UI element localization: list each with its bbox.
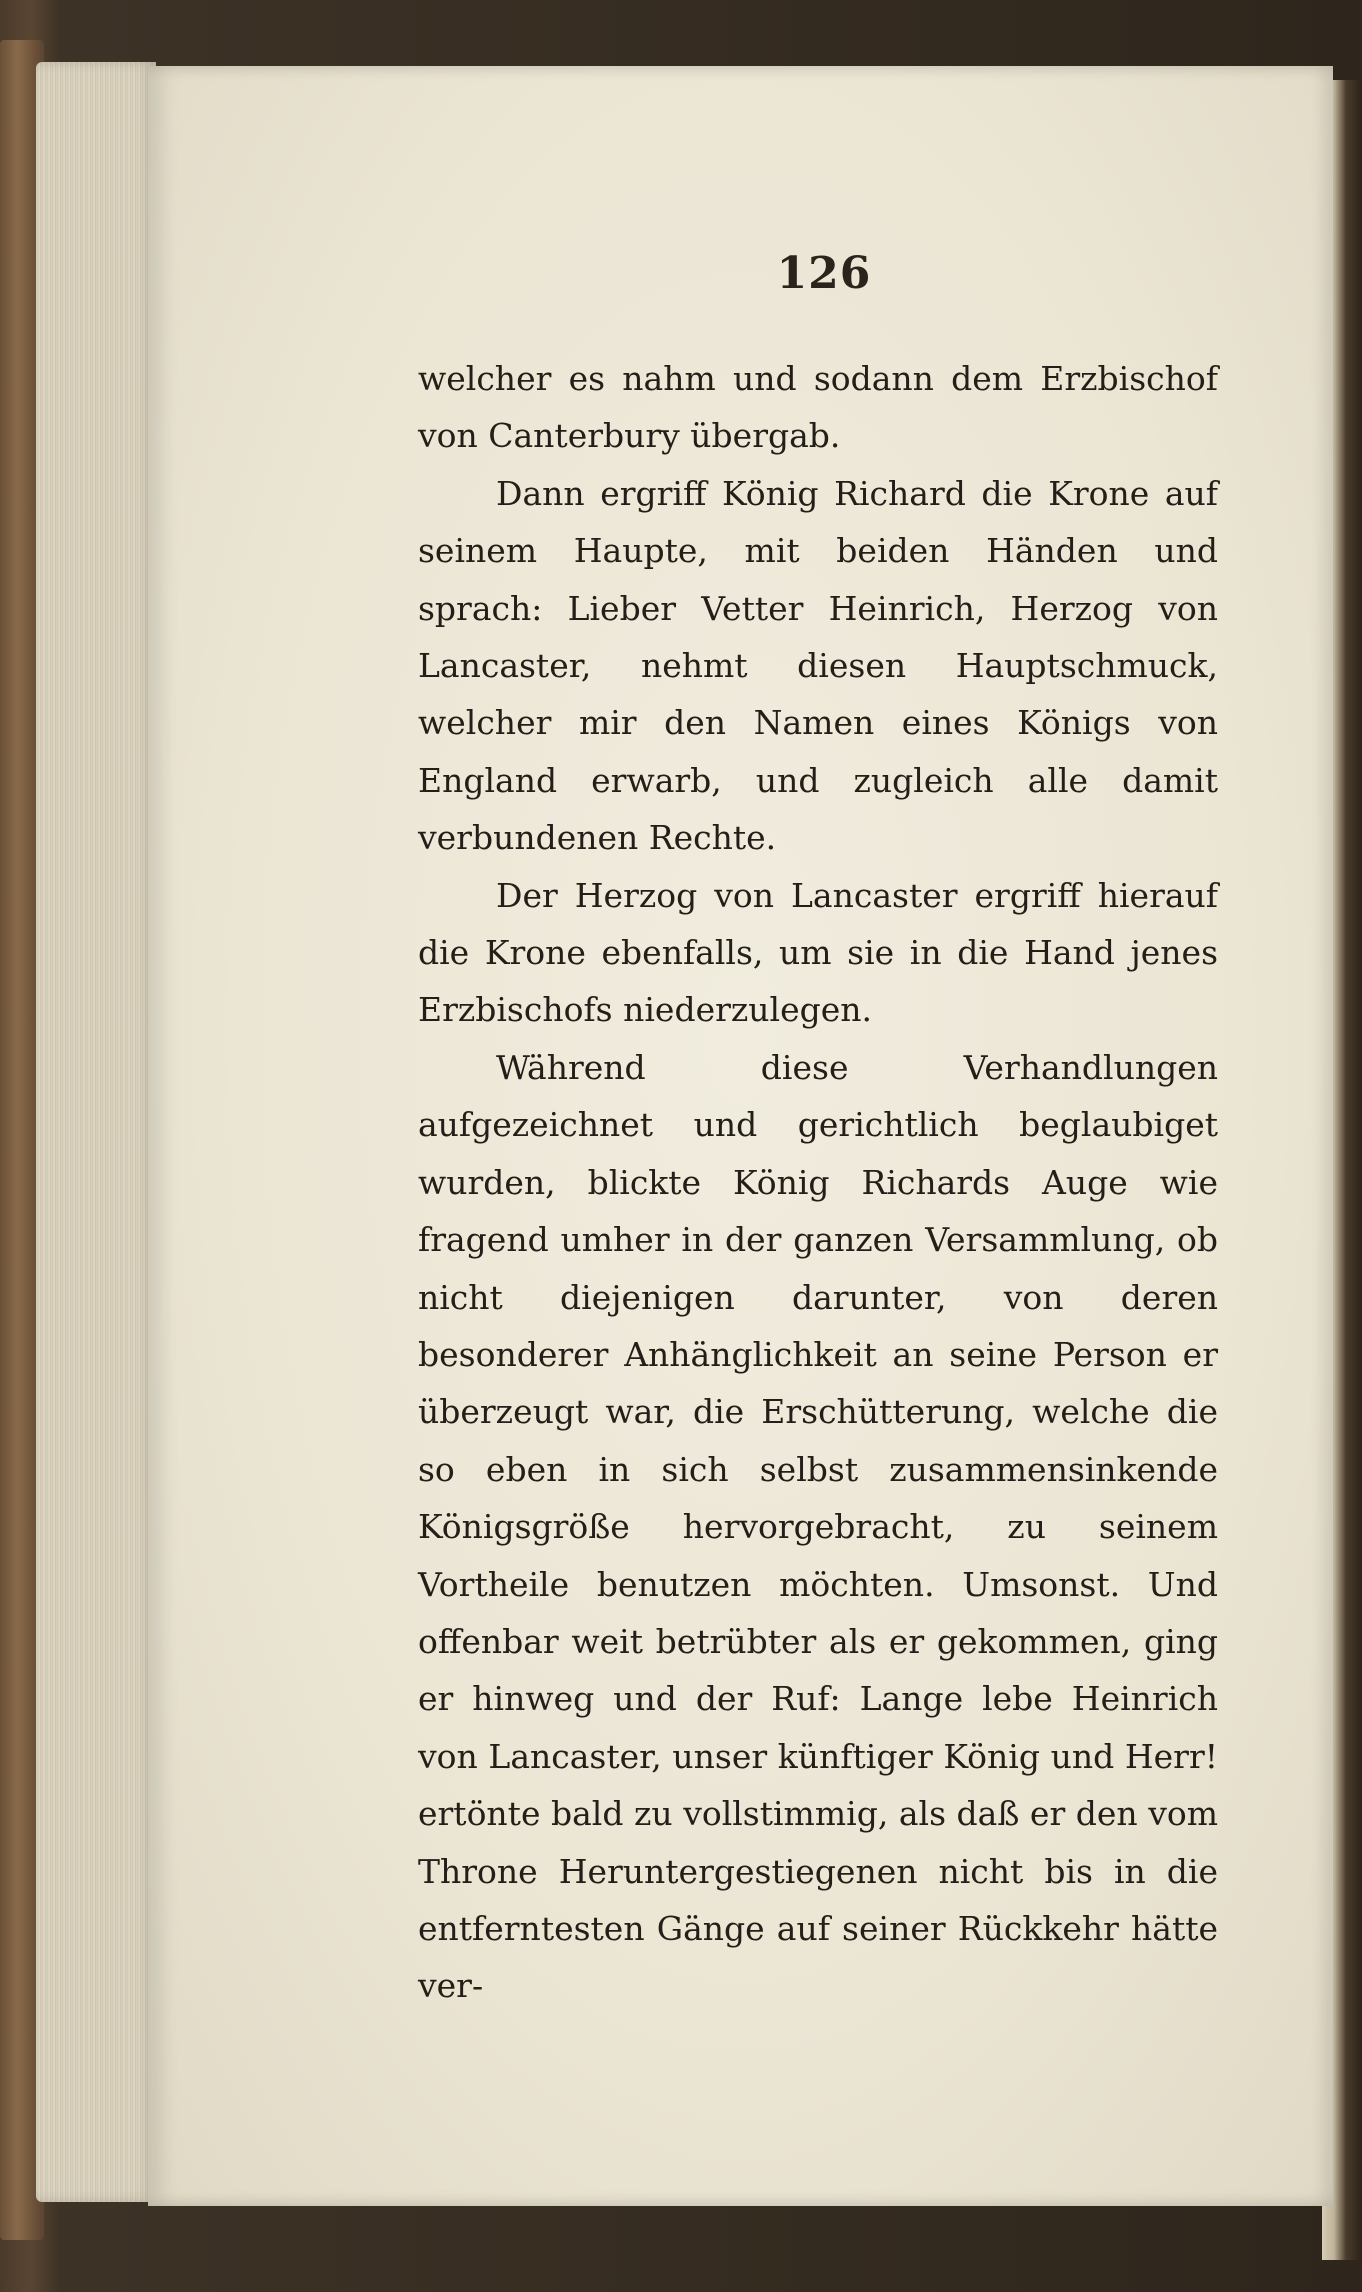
page-stack-edges <box>36 62 156 2202</box>
page-number: 126 <box>776 248 872 299</box>
paragraph-3: Der Herzog von Lancaster ergriff hierauf die Krone ebenfalls, um sie in die Hand jenes Erzbischofs niederzulegen. <box>418 875 1218 1030</box>
paragraph-2: Dann ergriff König Richard die Krone auf seinem Haupte, mit beiden Händen und sprach: Lieber Vetter Heinrich, Herzog von Lancaster, nehmt diesen Hauptschmuck, welcher mir den Namen eines Königs von England erwarb, und zugleich alle damit verbundenen Rechte. <box>418 473 1218 858</box>
paragraph-4: Während diese Verhandlungen aufgezeichnet und gerichtlich beglaubiget wurden, blickte König Richards Auge wie fragend umher in der ganzen Versammlung, ob nicht diejenigen darunter, von deren besonderer Anhänglichkeit an seine Person er überzeugt war, die Erschütterung, welche die so eben in sich selbst zusammensinkende Königsgröße hervorgebracht, zu seinem Vortheile benutzen möchten. Umsonst. Und offenbar weit betrübter als er gekommen, ging er hinweg und der Ruf: Lange lebe Heinrich von Lancaster, unser künftiger König und Herr! ertönte bald zu vollstimmig, als daß er den vom Throne Heruntergestiegenen nicht bis in die entferntesten Gänge auf seiner Rückkehr hätte ver- <box>418 1047 1218 2006</box>
body-text <box>418 350 1218 2015</box>
paragraph-1: welcher es nahm und sodann dem Erzbischof von Canterbury übergab. <box>418 359 1218 456</box>
